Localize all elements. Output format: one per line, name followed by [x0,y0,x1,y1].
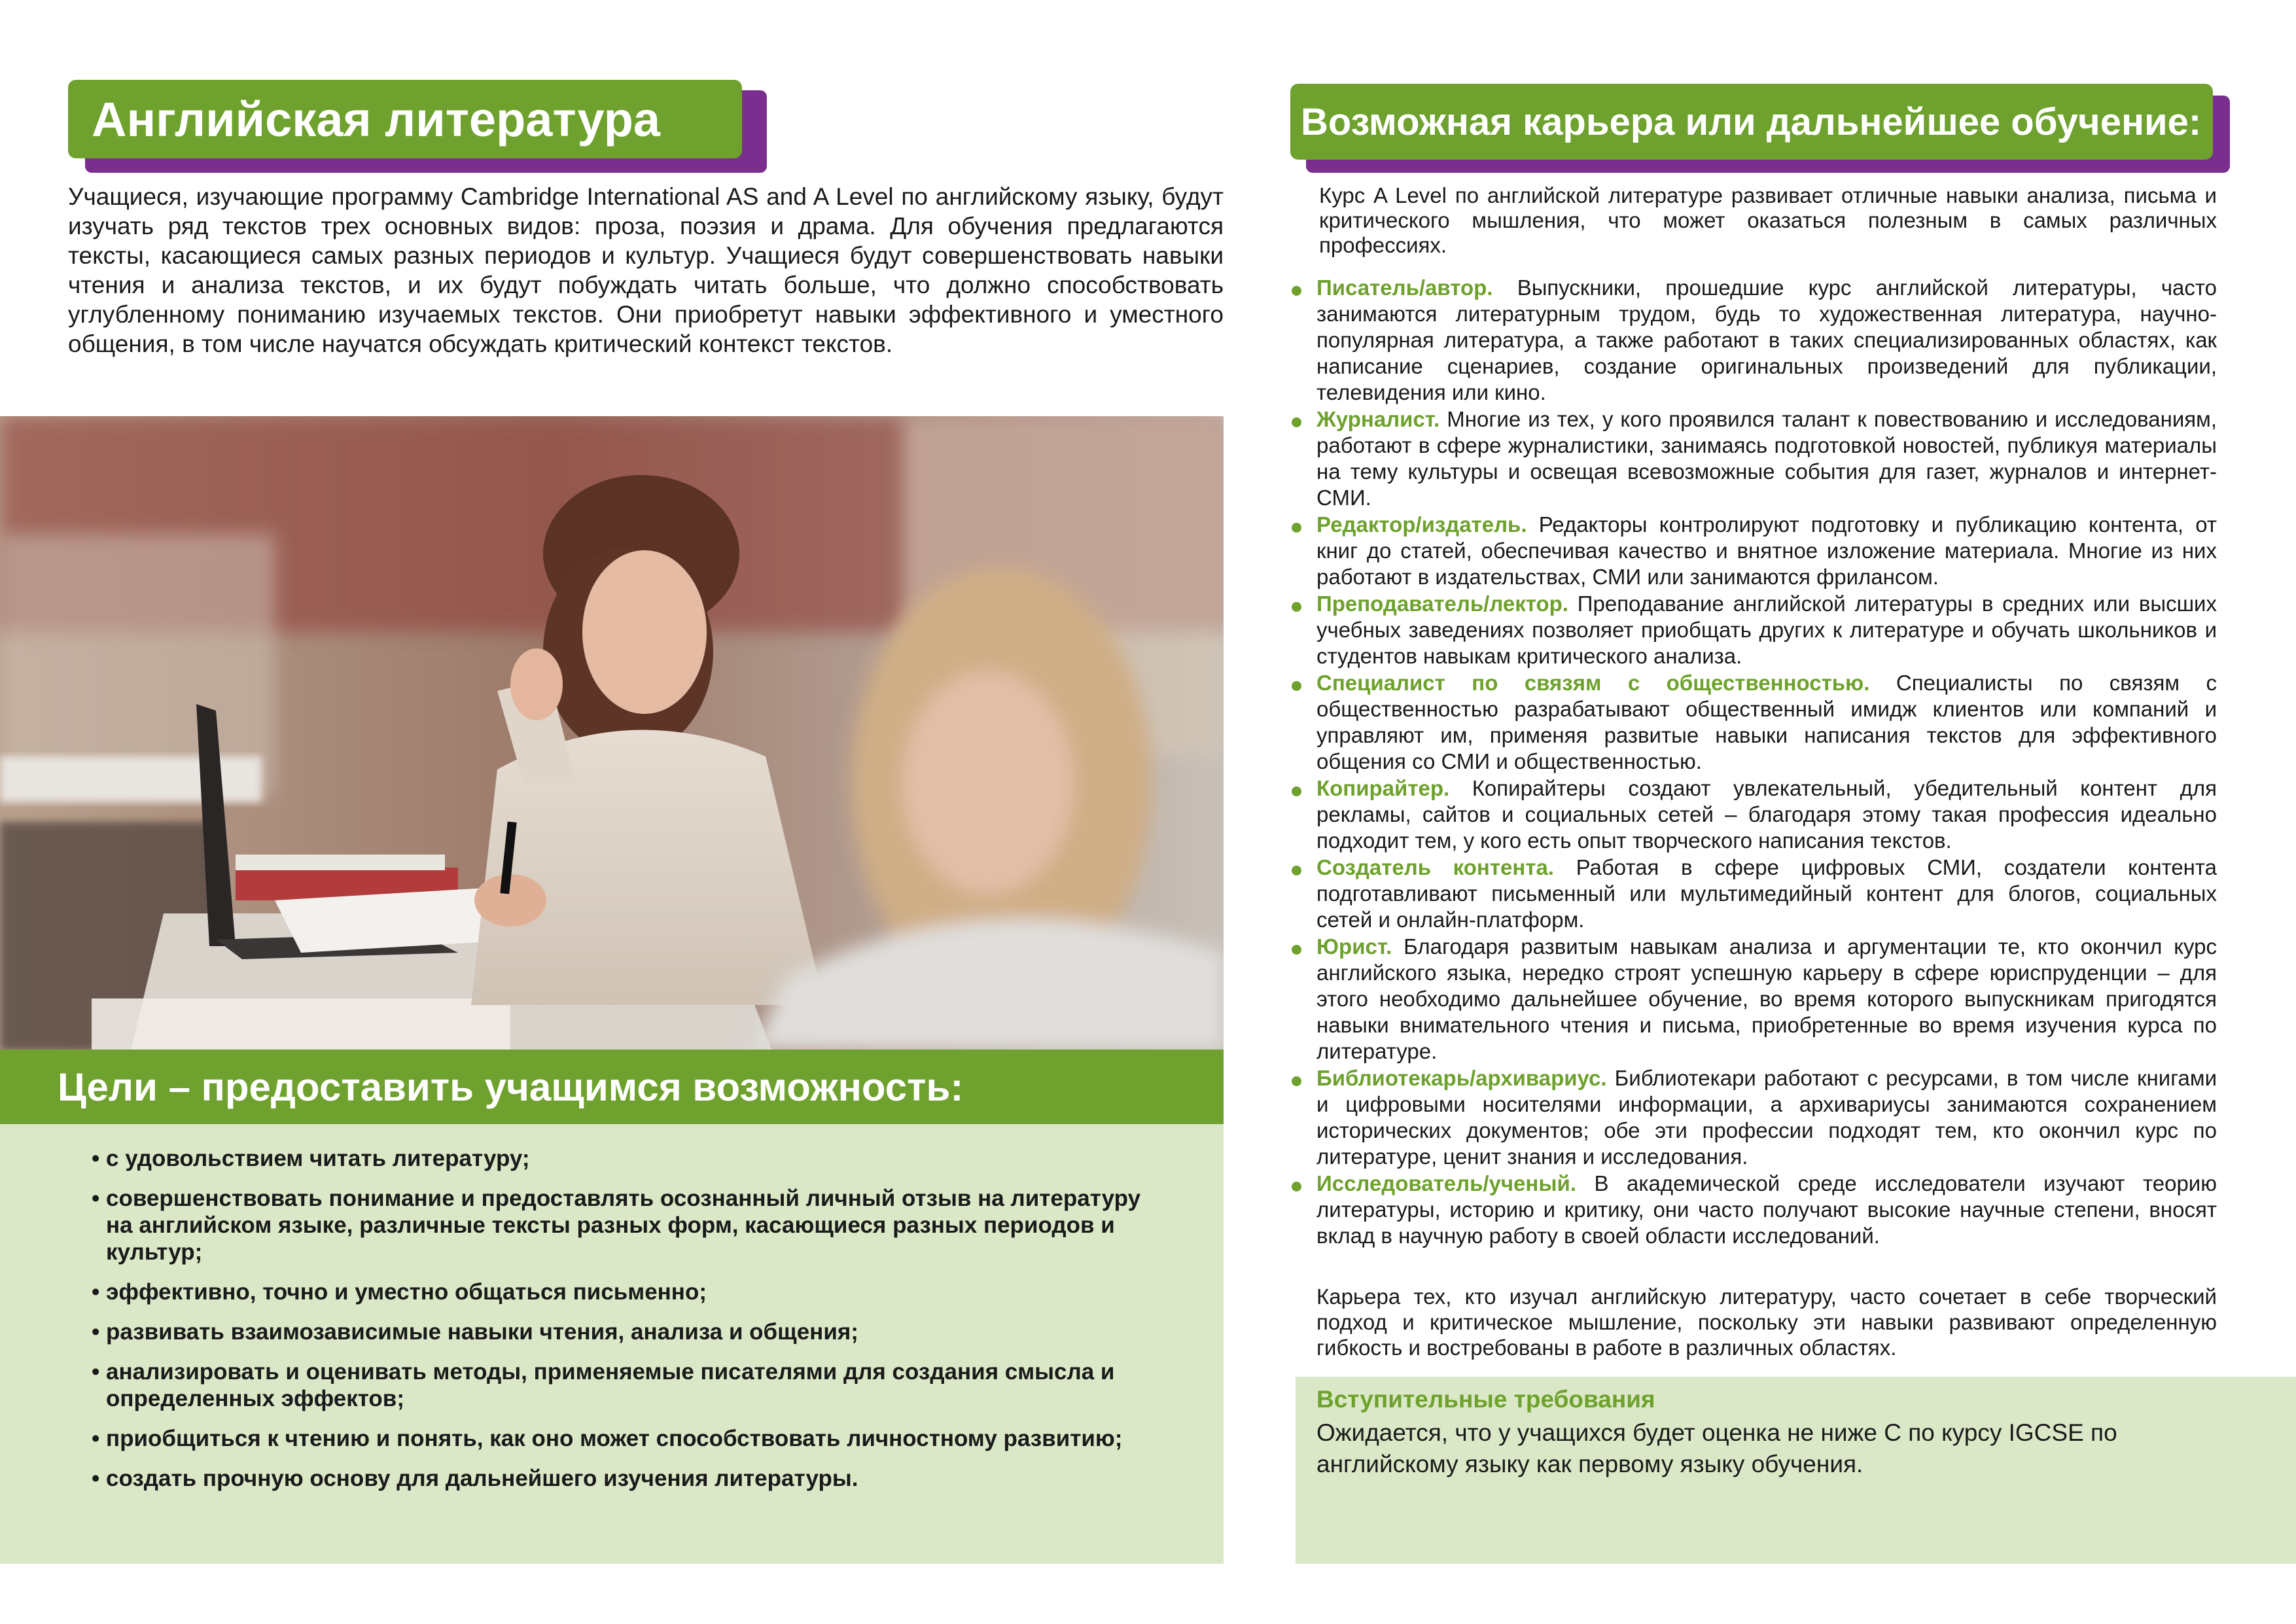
career-intro: Курс A Level по английской литературе развивает отличные навыки анализа, письма и критического мышления, что может оказаться полезным в самых различных профессиях. [1319,183,2217,257]
aims-heading: Цели – предоставить учащимся возможность: [0,1050,1224,1124]
entry-requirements-text: Ожидается, что у учащихся будет оценка не ниже C по курсу IGCSE по английскому языку как первому языку обучения. [1316,1419,2117,1477]
aims-list [92,1145,1165,1505]
career-text: Библиотекари работают с ресурсами, в том числе книгами и цифровыми носителями информации, а архивариусы занимаются сохранением исторических документов; обе эти профессии подходят тем, кто окончил курс по литературе, ценит знания и исследования. [1316,1066,2217,1169]
career-item [1288,512,2217,590]
career-item [1288,1065,2217,1170]
career-title-text: Специалист по связям с общественностью. [1316,671,1870,695]
career-title-text: Создатель контента. [1316,855,1554,879]
aim-item: • эффективно, точно и уместно общаться письменно; [92,1279,1165,1305]
career-item [1288,275,2217,406]
aim-item: • с удовольствием читать литературу; [92,1145,1165,1172]
aims-box [0,1124,1224,1564]
aim-item: • анализировать и оценивать методы, применяемые писателями для создания смысла и определенных эффектов; [92,1358,1165,1412]
aim-item: • развивать взаимозависимые навыки чтения, анализа и общения; [92,1318,1165,1345]
career-text: Многие из тех, у кого проявился талант к повествованию и исследованиям, работают в сфере журналистики, занимаясь подготовкой новостей, публикуя материалы на тему культуры и освещая всевозможные события для газет, журналов и интернет-СМИ. [1316,407,2217,510]
career-item [1288,670,2217,775]
career-title: Возможная карьера или дальнейшее обучение: [1290,84,2213,160]
career-item [1288,855,2217,933]
career-text: Копирайтеры создают увлекательный, убедительный контент для рекламы, сайтов и социальных сетей – благодаря этому такая профессия идеально подходит тем, у кого есть опыт творческого написания текстов. [1316,776,2217,853]
career-title-text: Библиотекарь/архивариус. [1316,1066,1607,1090]
career-outro: Карьера тех, кто изучал английскую литературу, часто сочетает в себе творческий подход и критическое мышление, поскольку эти навыки развивают определенную гибкость и востребованы в работе в различных областях. [1316,1284,2217,1360]
career-title-text: Редактор/издатель. [1316,512,1527,537]
career-list [1288,275,2217,1250]
career-title-text: Копирайтер. [1316,776,1450,800]
career-text: Специалисты по связям с общественностью разрабатывают общественный имидж клиентов или компаний и управляют им, применяя развитые навыки написания текстов для эффективного общения со СМИ и общественностью. [1316,671,2217,773]
career-title-text: Преподаватель/лектор. [1316,591,1568,616]
intro-paragraph: Учащиеся, изучающие программу Cambridge International AS and A Level по английскому языку, будут изучать ряд текстов трех основных видов: проза, поэзия и драма. Для обучения предлагаются тексты, касающиеся самых разных периодов и культур. Учащиеся будут совершенствовать навыки чтения и анализа текстов, и их будут побуждать читать больше, что должно способствовать углубленному пониманию изучаемых текстов. Они приобретут навыки эффективного и уместного общения, в том числе научатся обсуждать критический контекст текстов. [68,183,1224,357]
career-title-text: Исследователь/ученый. [1316,1171,1576,1195]
career-text: Работая в сфере цифровых СМИ, создатели контента подготавливают письменный или мультимедийный контент для блогов, социальных сетей и онлайн-платформ. [1316,855,2217,932]
career-item [1288,775,2217,854]
career-item [1288,1171,2217,1249]
career-text: Редакторы контролируют подготовку и публикацию контента, от книг до статей, обеспечивая качество и внятное изложение материала. Многие из них работают в издательствах, СМИ или занимаются фрилансом. [1316,512,2217,589]
career-item [1288,591,2217,669]
career-title-text: Писатель/автор. [1316,275,1493,300]
career-text: В академической среде исследователи изучают теорию литературы, историю и критику, они часто получают высокие научные степени, вносят вклад в научную работу в своей области исследований. [1316,1171,2217,1248]
career-item [1288,934,2217,1065]
career-item [1288,406,2217,511]
career-text: Преподавание английской литературы в средних или высших учебных заведениях позволяет приобщать других к литературе и обучать школьников и студентов навыкам критического анализа. [1316,591,2217,668]
career-text: Благодаря развитым навыкам анализа и аргументации те, кто окончил курс английского языка, нередко строят успешную карьеру в сфере юриспруденции – для этого необходимо дальнейшее обучение, во время которого выпускникам пригодятся навыки внимательного чтения и письма, приобретенные во время изучения курса по литературе. [1316,934,2217,1063]
students-photo [0,416,1224,1051]
career-title-text: Юрист. [1316,934,1392,959]
entry-requirements-title: Вступительные требования [1316,1386,1655,1413]
page-title: Английская литература [68,80,742,158]
career-text: Выпускники, прошедшие курс английской литературы, часто занимаются литературным трудом, будь то художественная литература, научно-популярная литература, а также работают в таких специализированных областях, как написание сценариев, создание оригинальных произведений для публикации, телевидения или кино. [1316,275,2217,404]
aim-item: • приобщиться к чтению и понять, как оно может способствовать личностному развитию; [92,1425,1165,1452]
aim-item: • создать прочную основу для дальнейшего изучения литературы. [92,1465,1165,1492]
career-title-text: Журналист. [1316,407,1440,431]
entry-requirements-box [1296,1377,2296,1564]
aim-item: • совершенствовать понимание и предоставлять осознанный личный отзыв на литературу на английском языке, различные тексты разных форм, касающиеся разных периодов и культур; [92,1185,1165,1265]
